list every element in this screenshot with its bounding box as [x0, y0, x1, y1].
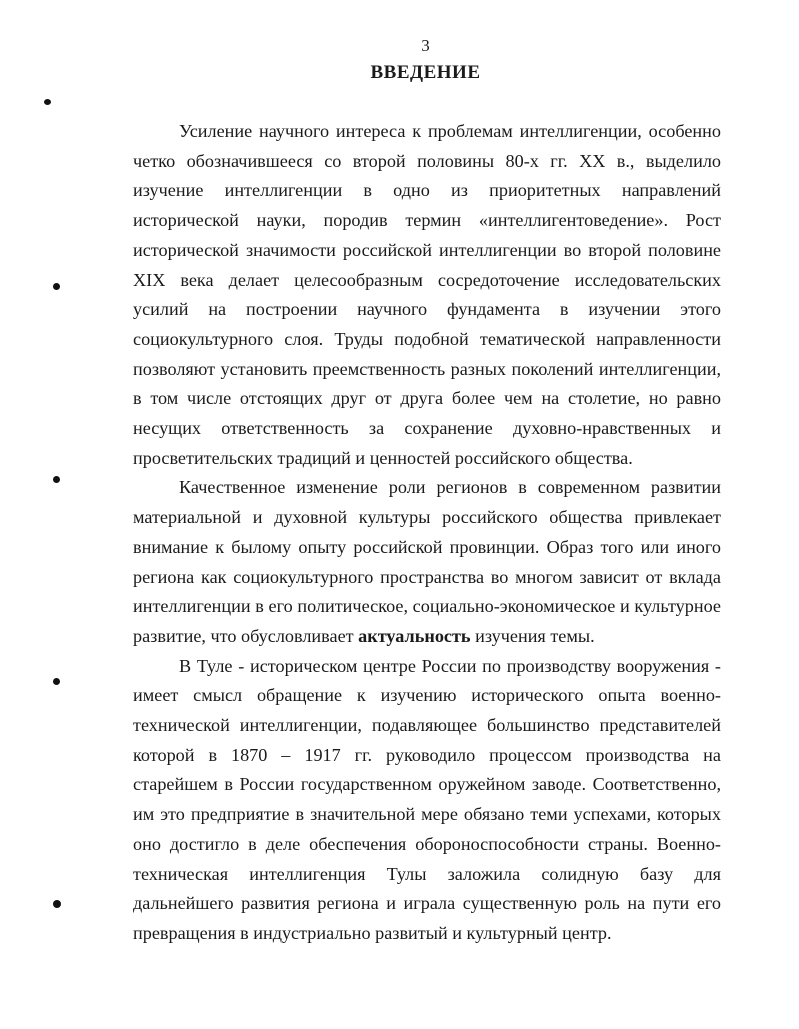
paragraph-text: изучения темы. — [470, 625, 595, 646]
page-number: 3 — [421, 36, 430, 55]
scan-mark — [53, 476, 60, 483]
scan-mark — [53, 900, 61, 908]
scan-mark — [53, 678, 60, 685]
scan-mark — [44, 99, 51, 105]
page-title: ВВЕДЕНИЕ — [370, 62, 481, 83]
body-text — [133, 117, 721, 949]
emphasis-term: актуальность — [358, 625, 471, 646]
paragraph — [133, 473, 721, 651]
paragraph-text: Качественное изменение роли регионов в современном развитии материальной и духовной культуры российского общества привлекает внимание к былому опыту российской провинции. Образ того или иного региона как социокультурного пространства во многом зависит от вклада интеллигенции в его политическое, социально-экономическое и культурное развитие, что обусловливает — [133, 477, 721, 646]
paragraph: Усиление научного интереса к проблемам интеллигенции, особенно четко обозначившееся со второй половины 80-х гг. XX в., выделило изучение интеллигенции в одно из приоритетных направлений исторической науки, породив термин «интеллигентоведение». Рост исторической значимости российской интеллигенции во второй половине XIX века делает целесообразным сосредоточение исследовательских усилий на построении научного фундамента в изучении этого социокультурного слоя. Труды подобной тематической направленности позволяют установить преемственность разных поколений интеллигенции, в том числе отстоящих друг от друга более чем на столетие, но равно несущих ответственность за сохранение духовно-нравственных и просветительских традиций и ценностей российского общества. — [133, 121, 721, 468]
paragraph: В Туле - историческом центре России по производству вооружения - имеет смысл обращение к изучению исторического опыта военно-технической интеллигенции, подавляющее большинство представителей которой в 1870 – 1917 гг. руководило процессом производства на старейшем в России государственном оружейном заводе. Соответственно, им это предприятие в значительной мере обязано теми успехами, которых оно достигло в деле обеспечения обороноспособности страны. Военно-техническая интеллигенция Тулы заложила солидную базу для дальнейшего развития региона и играла существенную роль на пути его превращения в индустриально развитый и культурный центр. — [133, 655, 721, 943]
scan-mark — [53, 283, 60, 290]
